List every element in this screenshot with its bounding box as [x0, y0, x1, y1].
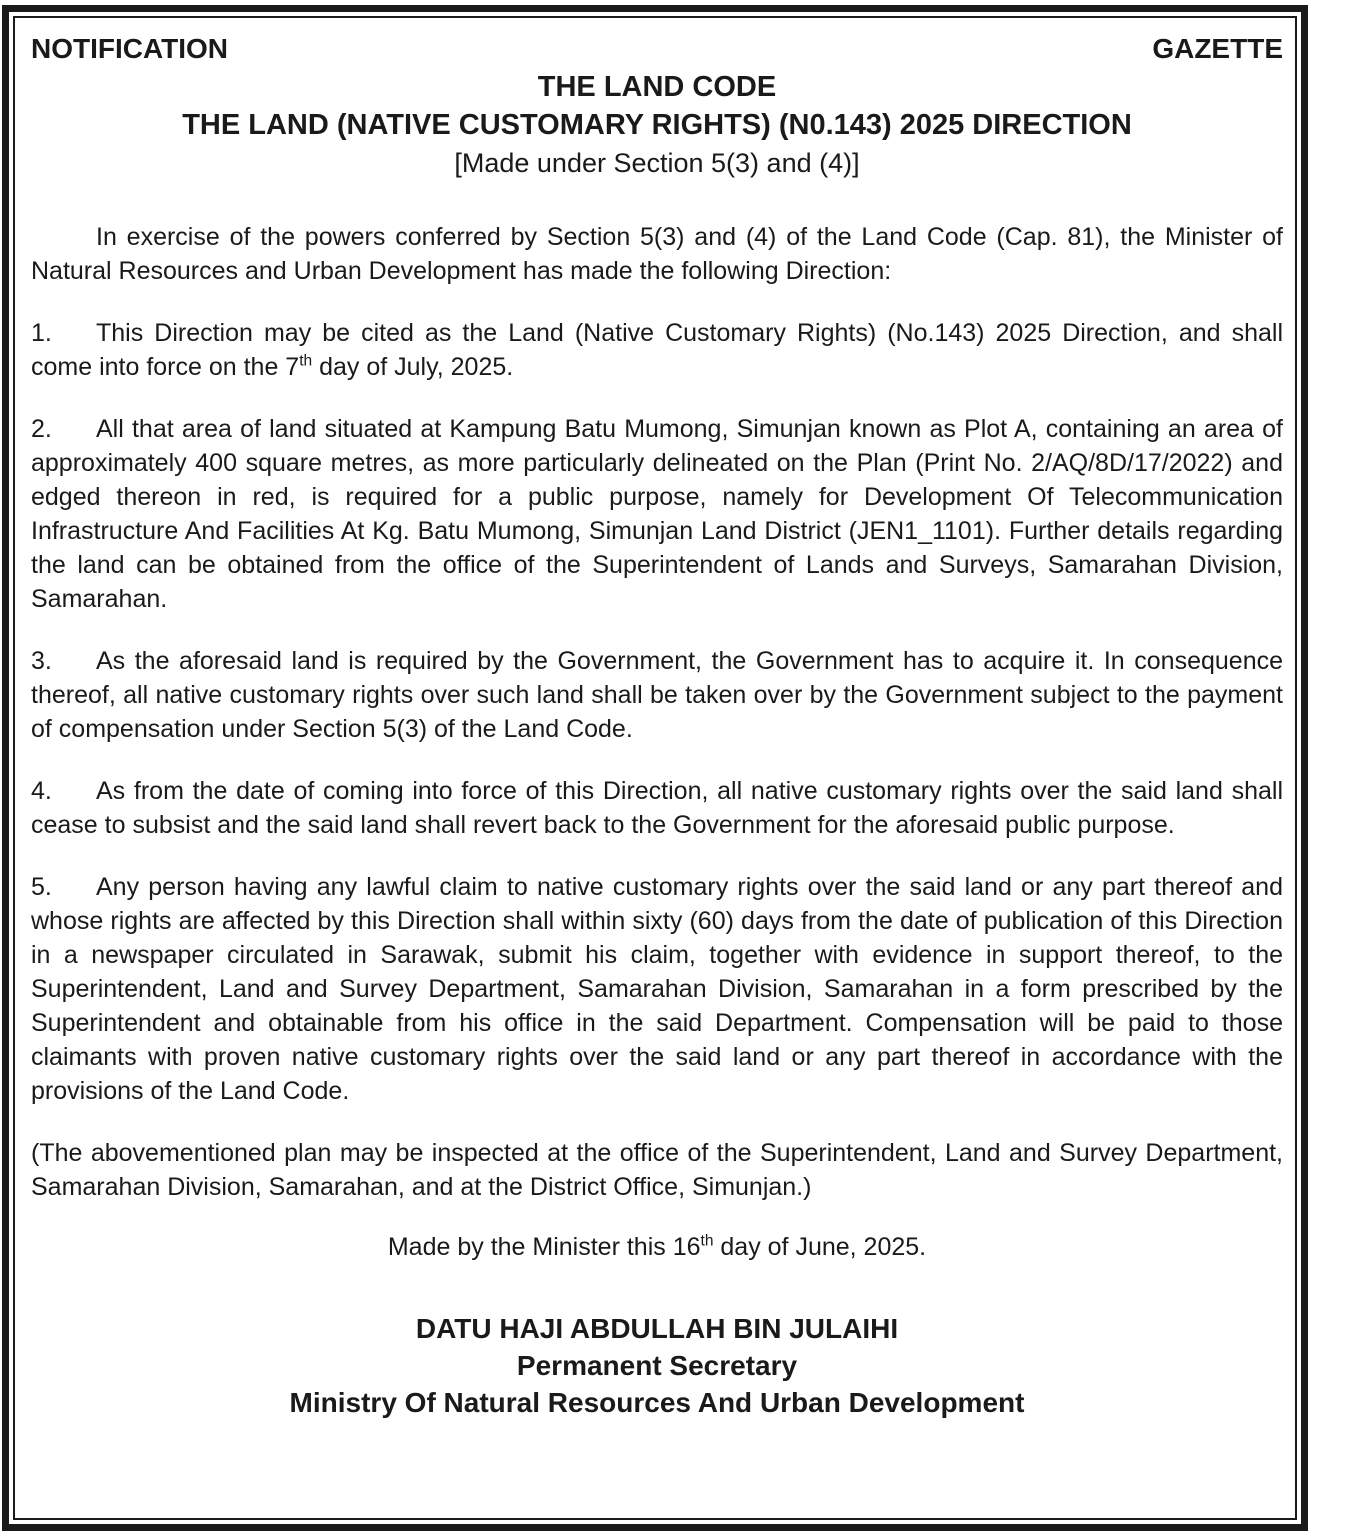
clause-1-number: 1.	[31, 319, 52, 347]
clause-3-number: 3.	[31, 647, 52, 675]
clause-3	[31, 644, 1283, 746]
header-row	[31, 30, 1283, 68]
made-by-text-end: day of June, 2025.	[713, 1233, 927, 1261]
gazette-notice-page	[2, 5, 1308, 1531]
doc-subtitle-made-under: [Made under Section 5(3) and (4)]	[454, 148, 860, 178]
gazette-notice-inner-frame	[13, 16, 1297, 1520]
clause-1-ordinal-suffix: th	[299, 352, 313, 370]
made-by-ordinal-suffix: th	[700, 1232, 714, 1250]
signatory-title: Permanent Secretary	[516, 1350, 798, 1381]
made-by-line	[31, 1230, 1283, 1264]
clause-3-text: As the aforesaid land is required by the Government, the Government has to acquire it. In consequence thereof, all native customary rights over such land shall be taken over by the Government subject to the payment of compensation under Section 5(3) of the Land Code.	[31, 647, 1283, 743]
clause-5-text: Any person having any lawful claim to native customary rights over the said land or any part thereof and whose rights are affected by this Direction shall within sixty (60) days from the date of publication of this Direction in a newspaper circulated in Sarawak, submit his claim, together with evidence in support thereof, to the Superintendent, Land and Survey Department, Samarahan Division, Samarahan in a form prescribed by the Superintendent and obtainable from his office in the said Department. Compensation will be paid to those claimants with proven native customary rights over the said land or any part thereof in accordance with the provisions of the Land Code.	[31, 873, 1283, 1105]
gazette-label: GAZETTE	[1152, 33, 1283, 64]
signatory-ministry: Ministry Of Natural Resources And Urban Development	[289, 1387, 1025, 1418]
clause-2-text: All that area of land situated at Kampung Batu Mumong, Simunjan known as Plot A, containing an area of approximately 400 square metres, as more particularly delineated on the Plan (Print No. 2/AQ/8D/17/2022) and edged thereon in red, is required for a public purpose, namely for Development Of Telecommunication Infrastructure And Facilities At Kg. Batu Mumong, Simunjan Land District (JEN1_1101). Further details regarding the land can be obtained from the office of the Superintendent of Lands and Surveys, Samarahan Division, Samarahan.	[31, 415, 1283, 613]
doc-title-direction: THE LAND (NATIVE CUSTOMARY RIGHTS) (N0.143) 2025 DIRECTION	[182, 109, 1132, 141]
clause-2	[31, 412, 1283, 616]
doc-title-land-code: THE LAND CODE	[537, 71, 777, 103]
inspection-note: (The abovementioned plan may be inspected at the office of the Superintendent, Land and Survey Department, Samarahan Division, Samarahan, and at the District Office, Simunjan.)	[31, 1139, 1283, 1201]
clause-1	[31, 316, 1283, 384]
clause-2-number: 2.	[31, 415, 52, 443]
clause-4-text: As from the date of coming into force of this Direction, all native customary rights over the said land shall cease to subsist and the said land shall revert back to the Government for the aforesaid public purpose.	[31, 777, 1283, 839]
notification-label: NOTIFICATION	[31, 33, 229, 64]
clause-1-text: This Direction may be cited as the Land (Native Customary Rights) (No.143) 2025 Direction, and shall come into force on the 7	[31, 319, 1283, 381]
signatory-name: DATU HAJI ABDULLAH BIN JULAIHI	[415, 1313, 899, 1344]
clause-4-number: 4.	[31, 777, 52, 805]
clause-5	[31, 870, 1283, 1108]
clause-4	[31, 774, 1283, 842]
clause-1-text-end: day of July, 2025.	[312, 353, 514, 381]
made-by-text: Made by the Minister this 16	[387, 1233, 701, 1261]
signature-block	[31, 1310, 1283, 1421]
intro-paragraph: In exercise of the powers conferred by Section 5(3) and (4) of the Land Code (Cap. 81), the Minister of Natural Resources and Urban Development has made the following Direction:	[31, 223, 1283, 285]
clause-5-number: 5.	[31, 873, 52, 901]
